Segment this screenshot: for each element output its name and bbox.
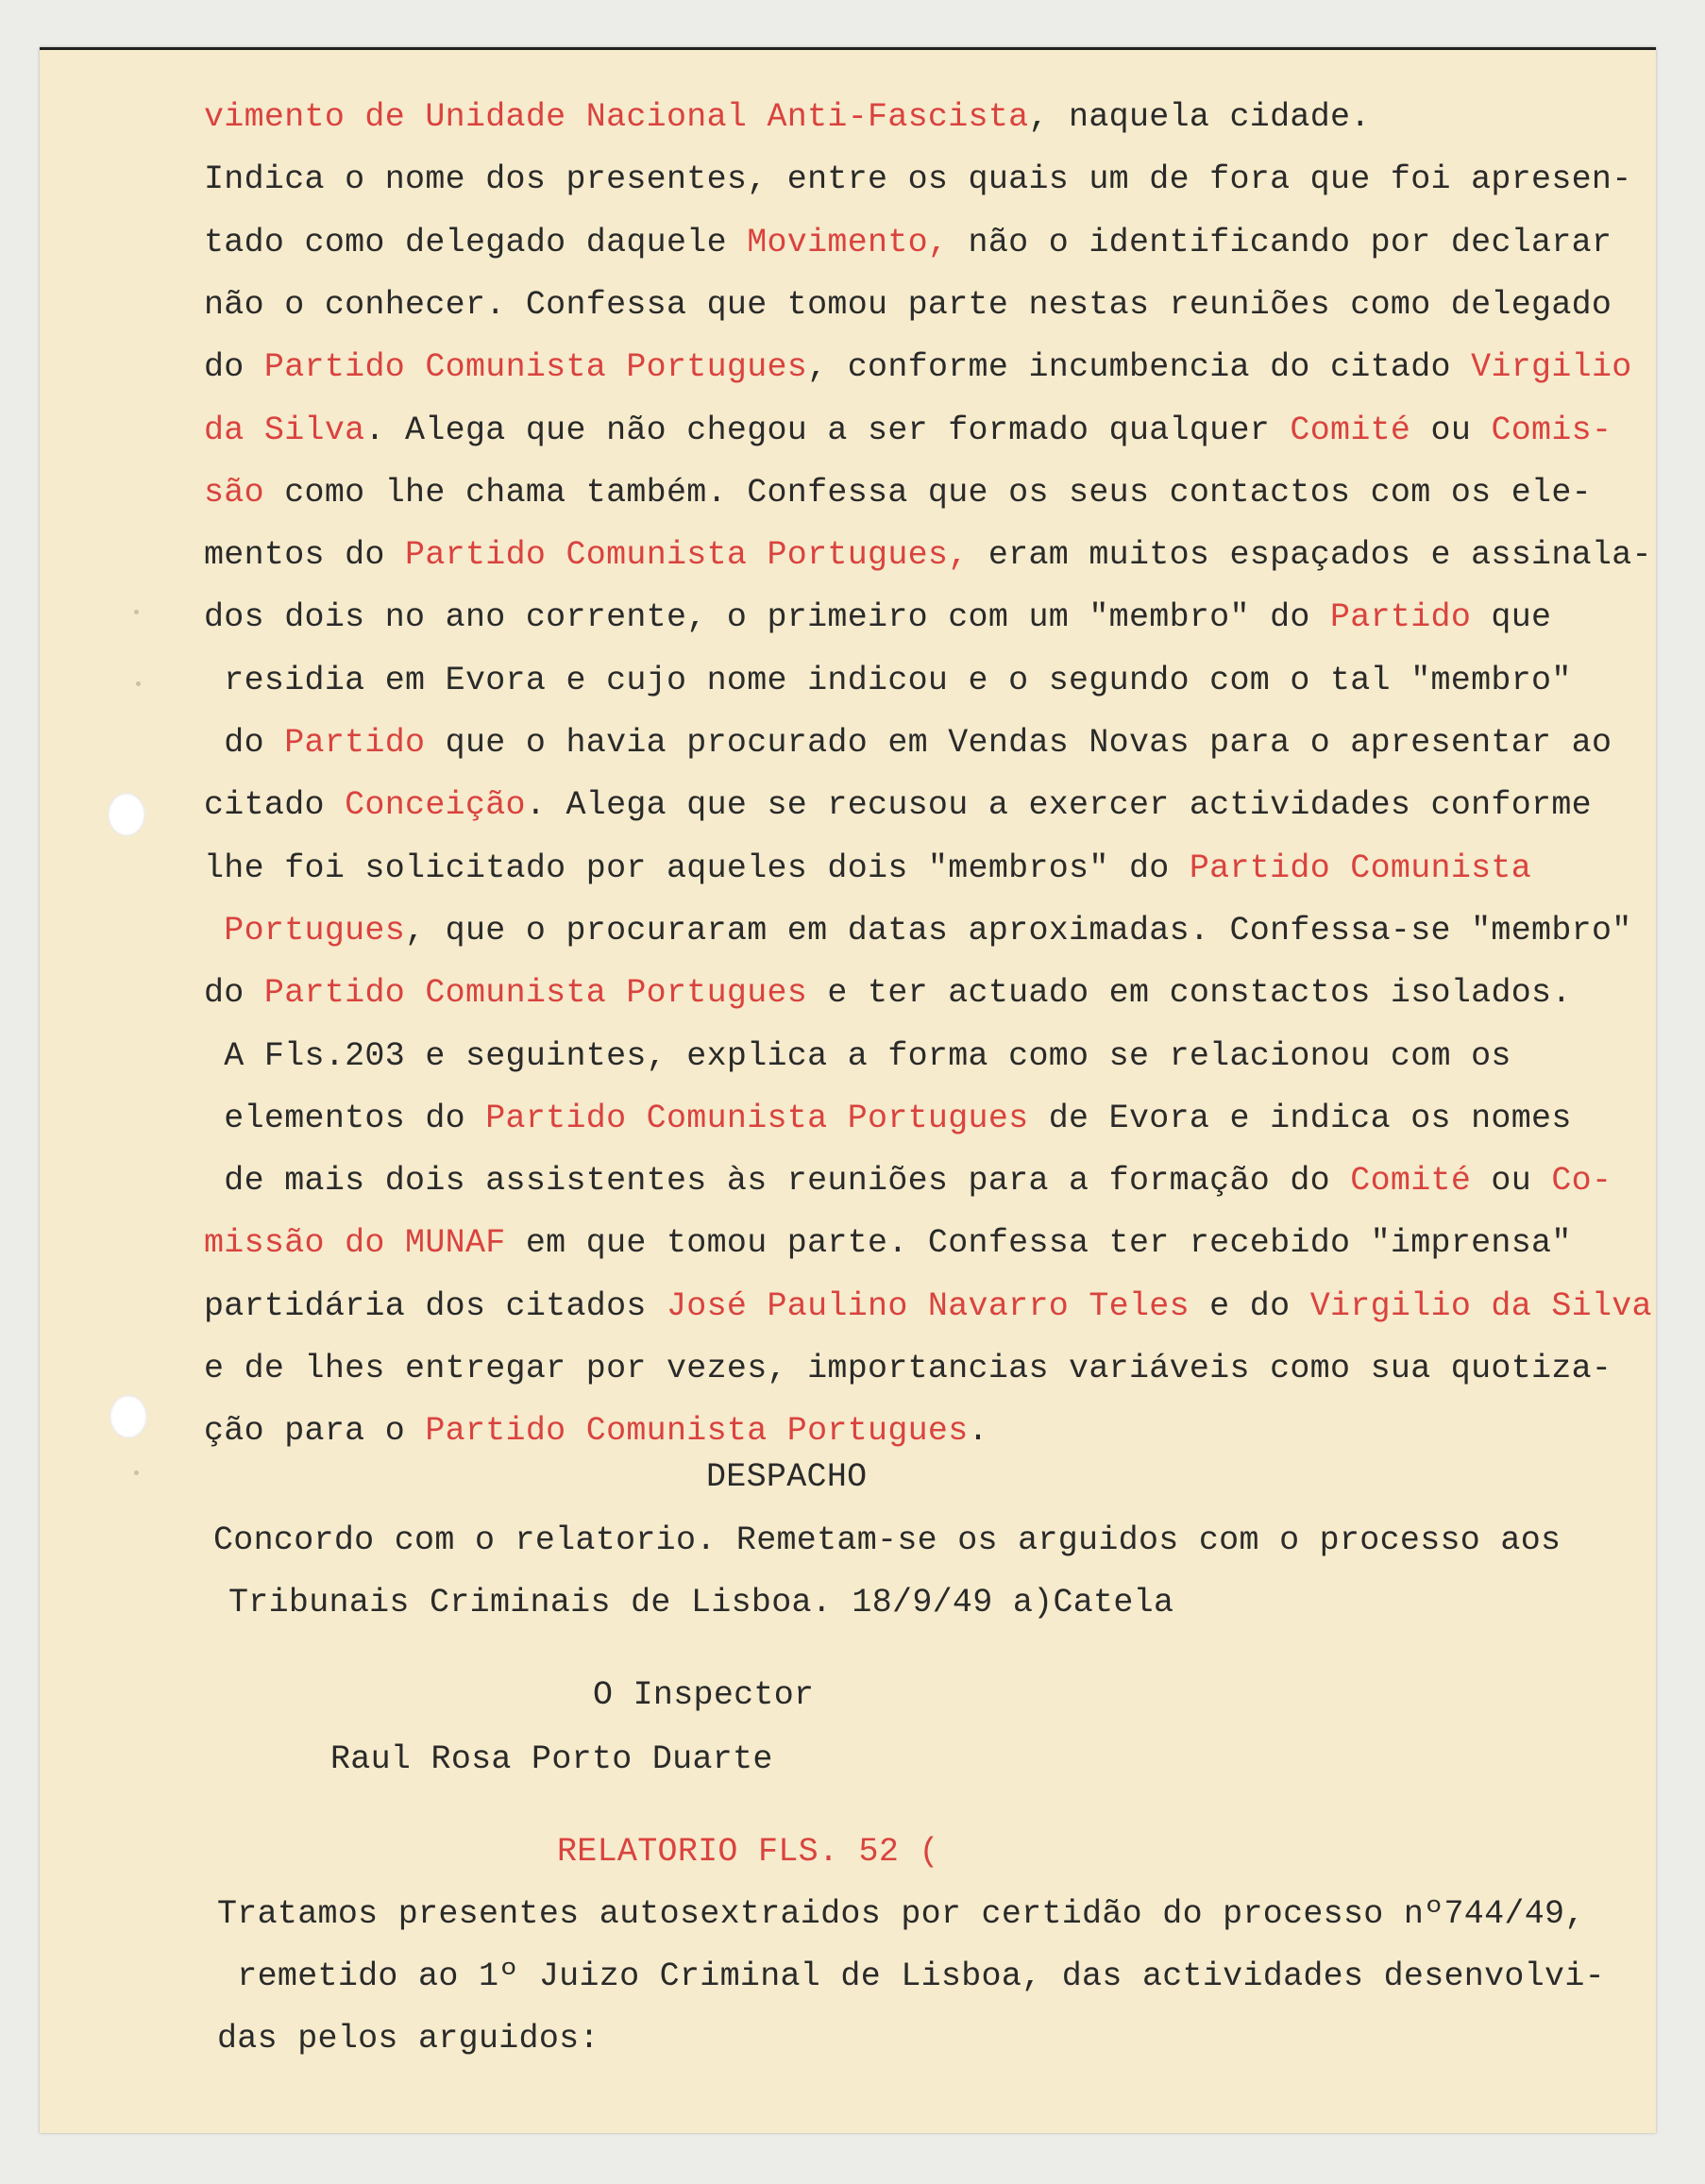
- underlined-entity: Partido Comunista Portugues: [485, 1100, 1029, 1137]
- underlined-entity: da Silva: [204, 412, 365, 449]
- report-line: [204, 974, 1572, 1012]
- typed-text: , conforme incumbencia do citado: [807, 348, 1472, 386]
- report-line: [204, 724, 1612, 762]
- underlined-entity: Virgilio: [1471, 348, 1632, 386]
- despacho-heading: DESPACHO: [706, 1458, 868, 1496]
- report-line: [204, 224, 1612, 261]
- inspector-name: Raul Rosa Porto Duarte: [330, 1740, 773, 1778]
- report-line: [204, 662, 1572, 699]
- typed-text: e do: [1189, 1287, 1310, 1325]
- underlined-entity: Portugues: [204, 912, 406, 949]
- typed-text: . Alega que não chegou a ser formado qualquer: [364, 412, 1291, 449]
- typed-text: como lhe chama também. Confessa que os seus contactos com os ele-: [263, 474, 1592, 512]
- underlined-entity: Partido: [284, 724, 426, 762]
- typed-text: , que o procuraram em datas aproximadas. Confessa-se "membro": [405, 912, 1632, 949]
- report-line: [204, 98, 1371, 136]
- typed-text: que: [1471, 598, 1552, 636]
- report-line: [204, 412, 1612, 449]
- paper-speck: [134, 1470, 139, 1475]
- report-line: [204, 348, 1632, 386]
- typed-text: ou: [1410, 412, 1492, 449]
- typed-text: residia em Evora e cujo nome indicou e o segundo com o tal "membro": [204, 662, 1572, 699]
- paper-speck: [136, 681, 141, 686]
- relatorio-line-3: das pelos arguidos:: [217, 2020, 599, 2058]
- typed-text: , naquela cidade.: [1028, 98, 1371, 136]
- relatorio-line-1: Tratamos presentes autosextraidos por certidão do processo nº744/49,: [217, 1895, 1585, 1933]
- report-line: [204, 1412, 988, 1450]
- typed-text: citado: [204, 786, 346, 824]
- report-line: [204, 160, 1632, 198]
- typed-text: mentos do: [204, 536, 406, 574]
- report-line: [204, 286, 1612, 324]
- underlined-entity: Comité: [1290, 412, 1411, 449]
- underlined-entity: José Paulino Navarro Teles: [666, 1287, 1190, 1325]
- typed-text: elementos do: [204, 1100, 486, 1137]
- typed-text: de Evora e indica os nomes: [1028, 1100, 1572, 1137]
- typed-text: lhe foi solicitado por aqueles dois "membros" do: [204, 849, 1190, 887]
- underlined-entity: são: [204, 474, 264, 512]
- typed-text: ou: [1471, 1162, 1552, 1200]
- underlined-entity: Conceição: [345, 786, 526, 824]
- typed-text: . Alega que se recusou a exercer actividades conforme: [525, 786, 1592, 824]
- report-line: [204, 786, 1592, 824]
- typed-text: ção para o: [204, 1412, 426, 1450]
- paper-speck: [134, 610, 139, 614]
- report-line: [204, 849, 1531, 887]
- typed-text: partidária dos citados: [204, 1287, 667, 1325]
- report-line: [204, 1350, 1612, 1387]
- report-line: [204, 536, 1652, 574]
- typed-text: A Fls.203 e seguintes, explica a forma como se relacionou com os: [204, 1037, 1511, 1075]
- typed-text: de mais dois assistentes às reuniões para a formação do: [204, 1162, 1351, 1200]
- report-line: [204, 1224, 1572, 1262]
- relatorio-heading: RELATORIO FLS. 52 (: [557, 1833, 939, 1871]
- typed-text: do: [204, 724, 285, 762]
- underlined-entity: Partido: [1330, 598, 1472, 636]
- underlined-entity: Co-: [1551, 1162, 1612, 1200]
- typed-text: não o conhecer. Confessa que tomou parte nestas reuniões como delegado: [204, 286, 1612, 324]
- underlined-entity: Partido Comunista Portugues: [263, 974, 808, 1012]
- underlined-entity: Movimento,: [747, 224, 949, 261]
- typed-text: e de lhes entregar por vezes, importancias variáveis como sua quotiza-: [204, 1350, 1612, 1387]
- typed-text: e ter actuado em constactos isolados.: [807, 974, 1572, 1012]
- typed-text: dos dois no ano corrente, o primeiro com um "membro" do: [204, 598, 1330, 636]
- report-line: [204, 474, 1592, 512]
- typed-text: do: [204, 348, 264, 386]
- typed-text: .: [968, 1412, 988, 1450]
- underlined-entity: Comis-: [1491, 412, 1612, 449]
- typed-text: que o havia procurado em Vendas Novas para o apresentar ao: [425, 724, 1612, 762]
- underlined-entity: Partido Comunista Portugues: [263, 348, 808, 386]
- underlined-entity: Partido Comunista Portugues: [425, 1412, 969, 1450]
- despacho-line-2: Tribunais Criminais de Lisboa. 18/9/49 a)Catela: [228, 1584, 1174, 1621]
- report-line: [204, 1100, 1572, 1137]
- underlined-entity: missão do MUNAF: [204, 1224, 506, 1262]
- typed-text: em que tomou parte. Confessa ter recebido "imprensa": [505, 1224, 1572, 1262]
- typed-text: tado como delegado daquele: [204, 224, 748, 261]
- typed-text: eram muitos espaçados e assinala-: [968, 536, 1652, 574]
- punch-hole-top: [108, 793, 145, 836]
- report-line: [204, 598, 1551, 636]
- report-line: [204, 912, 1632, 949]
- report-line: [204, 1162, 1612, 1200]
- report-line: [204, 1037, 1511, 1075]
- underlined-entity: Comité: [1350, 1162, 1472, 1200]
- underlined-entity: vimento de Unidade Nacional Anti-Fascista: [204, 98, 1029, 136]
- underlined-entity: Virgilio da Silva: [1309, 1287, 1652, 1325]
- report-line: [204, 1287, 1652, 1325]
- typed-text: Indica o nome dos presentes, entre os quais um de fora que foi apresen-: [204, 160, 1632, 198]
- document-page: [40, 47, 1656, 2133]
- typed-text: do: [204, 974, 264, 1012]
- underlined-entity: Partido Comunista Portugues,: [405, 536, 969, 574]
- typed-text: não o identificando por declarar: [948, 224, 1612, 261]
- despacho-line-1: Concordo com o relatorio. Remetam-se os arguidos com o processo aos: [213, 1521, 1562, 1559]
- inspector-title: O Inspector: [593, 1676, 815, 1714]
- punch-hole-bottom: [110, 1395, 147, 1438]
- underlined-entity: Partido Comunista: [1189, 849, 1532, 887]
- relatorio-line-2: remetido ao 1º Juizo Criminal de Lisboa, das actividades desenvolvi-: [217, 1957, 1605, 1995]
